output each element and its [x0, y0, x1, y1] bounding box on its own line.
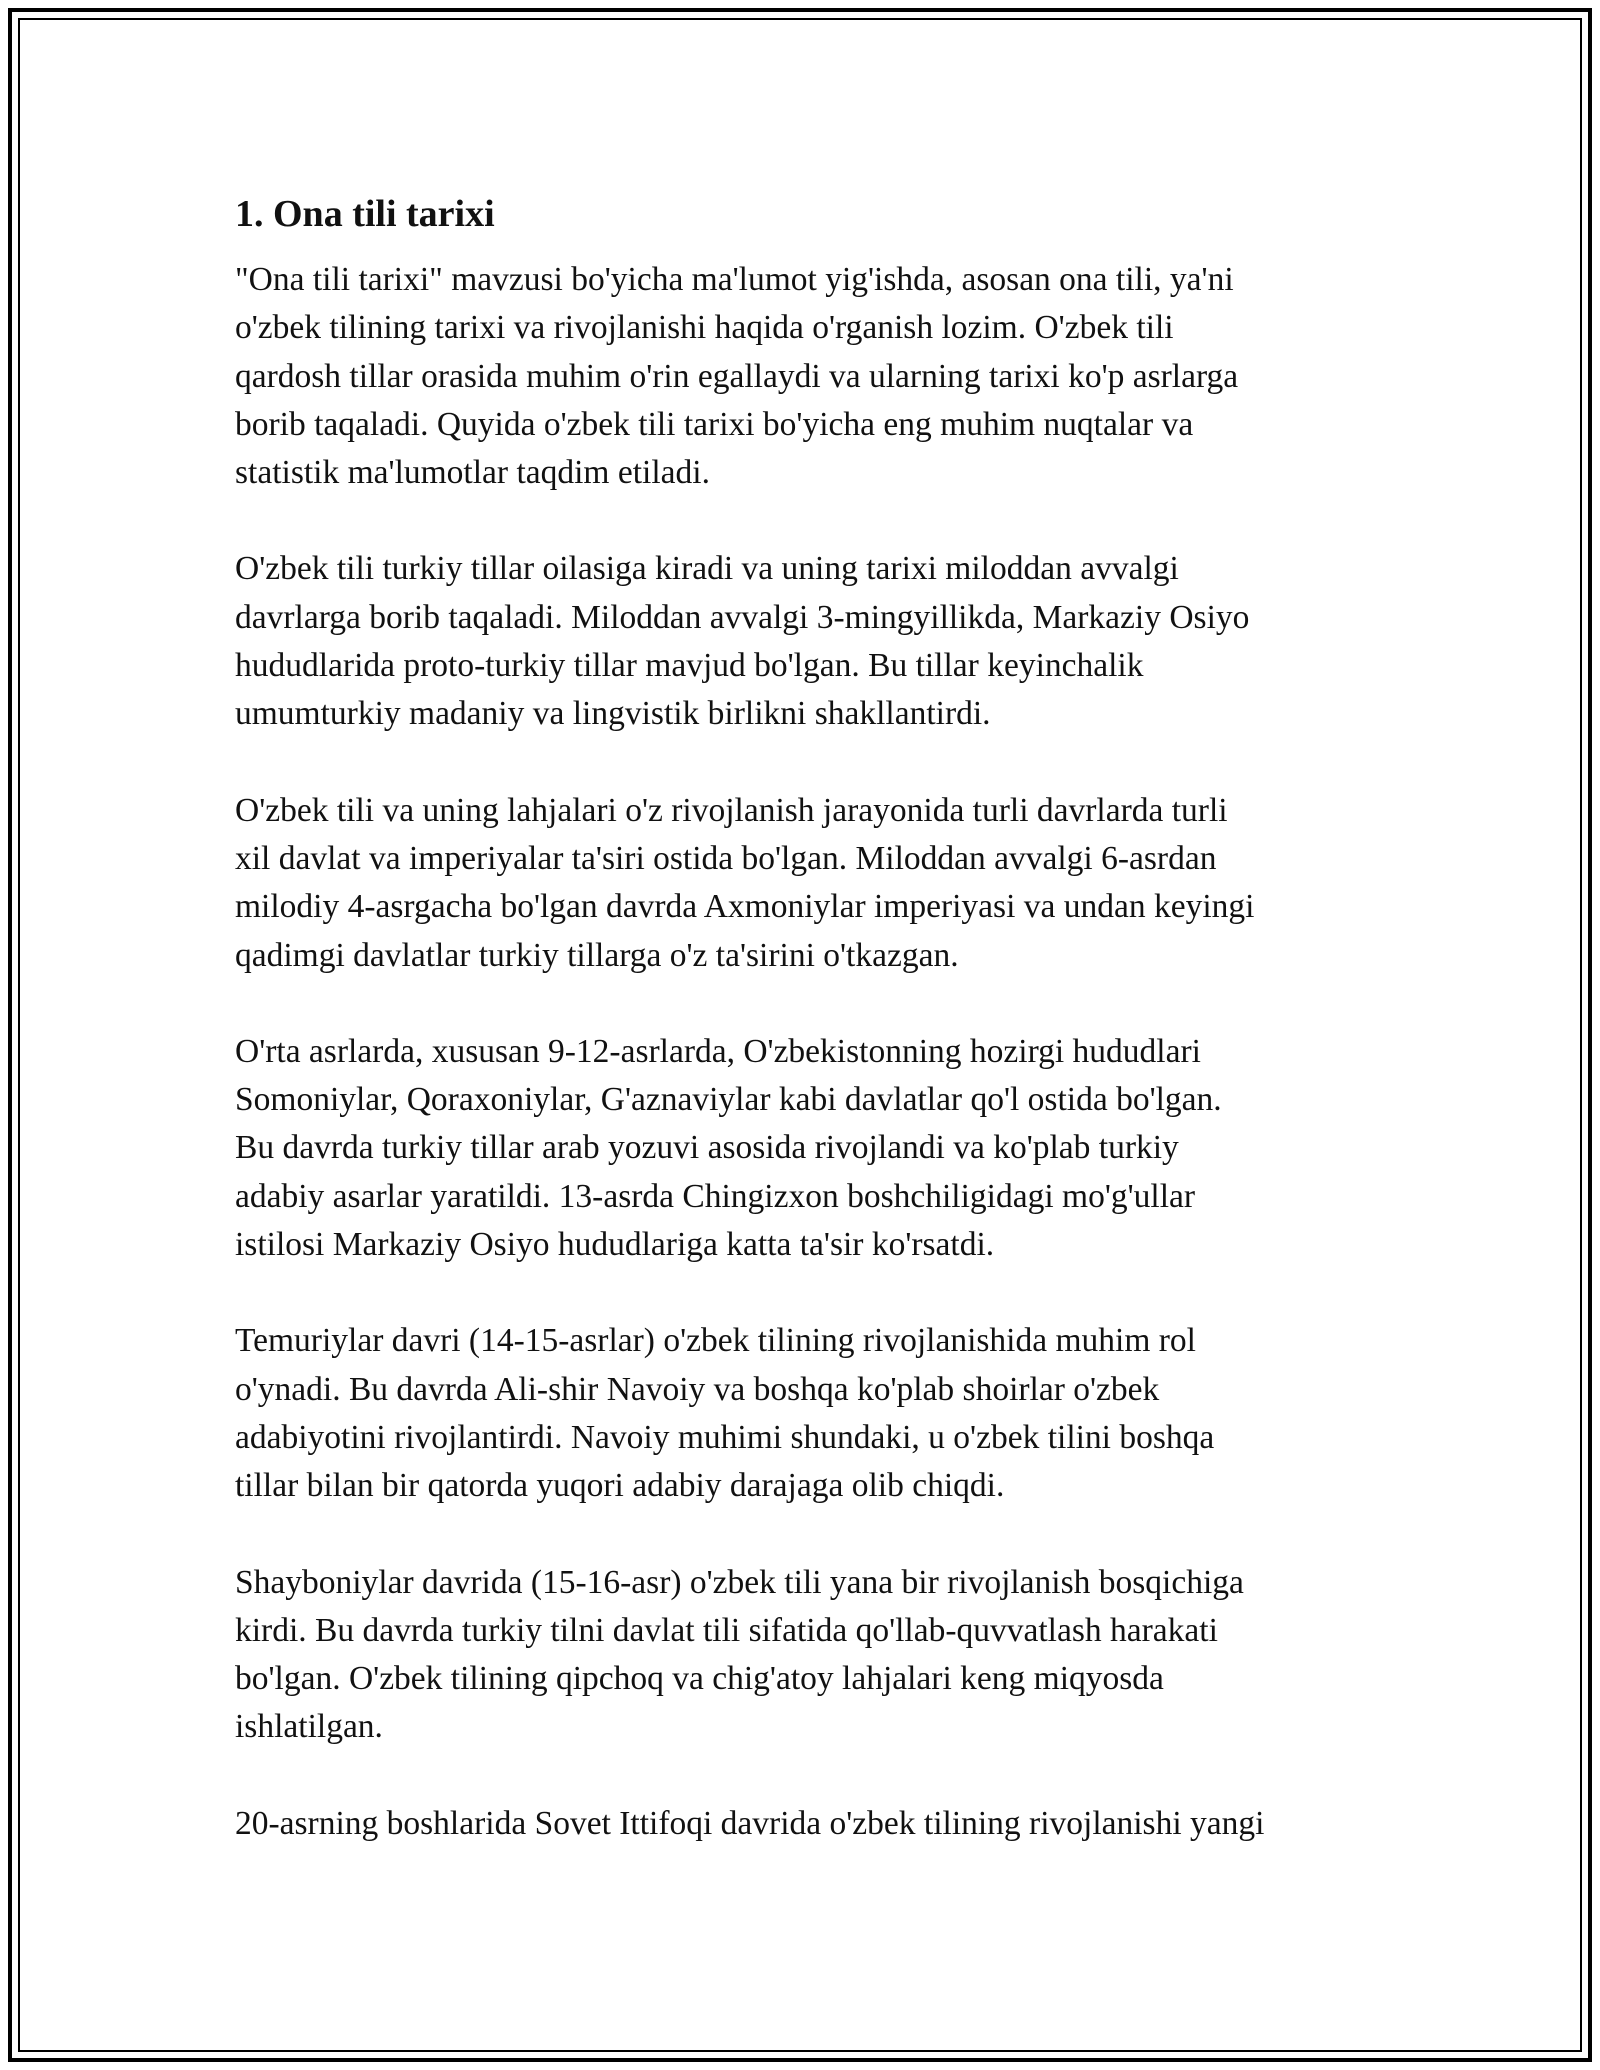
paragraph-5: [235, 1317, 1365, 1510]
text-line: borib taqaladi. Quyida o'zbek tili tarixi bo'yicha eng muhim nuqtalar va: [235, 405, 1194, 443]
text-line: o'zbek tilining tarixi va rivojlanishi haqida o'rganish lozim. O'zbek tili: [235, 309, 1174, 347]
paragraph-7: [235, 1800, 1365, 1848]
text-line: ishlatilgan.: [235, 1708, 383, 1746]
text-line: statistik ma'lumotlar taqdim etiladi.: [235, 454, 710, 492]
text-line: hududlarida proto-turkiy tillar mavjud bo'lgan. Bu tillar keyinchalik: [235, 647, 1144, 685]
paragraph-1: [235, 256, 1365, 497]
text-line: milodiy 4-asrgacha bo'lgan davrda Axmoniylar imperiyasi va undan keyingi: [235, 888, 1255, 926]
text-line: 20-asrning boshlarida Sovet Ittifoqi davrida o'zbek tilining rivojlanishi yangi: [235, 1804, 1265, 1842]
paragraph-4: [235, 1028, 1365, 1269]
text-line: O'zbek tili va uning lahjalari o'z rivojlanish jarayonida turli davrlarda turli: [235, 791, 1228, 829]
text-line: tillar bilan bir qatorda yuqori adabiy darajaga olib chiqdi.: [235, 1467, 1005, 1505]
text-line: adabiy asarlar yaratildi. 13-asrda Chingizxon boshchiligidagi mo'g'ullar: [235, 1177, 1196, 1215]
text-line: qardosh tillar orasida muhim o'rin egallaydi va ularning tarixi ko'p asrlarga: [235, 357, 1239, 395]
text-line: bo'lgan. O'zbek tilining qipchoq va chig'atoy lahjalari keng miqyosda: [235, 1660, 1164, 1698]
text-line: o'ynadi. Bu davrda Ali-shir Navoiy va boshqa ko'plab shoirlar o'zbek: [235, 1370, 1160, 1408]
paragraph-6: [235, 1559, 1365, 1752]
text-line: Shayboniylar davrida (15-16-asr) o'zbek tili yana bir rivojlanish bosqichiga: [235, 1563, 1244, 1601]
text-line: istilosi Markaziy Osiyo hududlariga katta ta'sir ko'rsatdi.: [235, 1226, 995, 1264]
text-line: Somoniylar, Qoraxoniylar, G'aznaviylar kabi davlatlar qo'l ostida bo'lgan.: [235, 1081, 1222, 1119]
paragraph-3: [235, 787, 1365, 980]
text-line: adabiyotini rivojlantirdi. Navoiy muhimi shundaki, u o'zbek tilini boshqa: [235, 1418, 1215, 1456]
document-body: [235, 188, 1365, 1896]
paragraph-2: [235, 545, 1365, 738]
text-line: xil davlat va imperiyalar ta'siri ostida bo'lgan. Miloddan avvalgi 6-asrdan: [235, 839, 1217, 877]
text-line: davrlarga borib taqaladi. Miloddan avvalgi 3-mingyillikda, Markaziy Osiyo: [235, 598, 1250, 636]
text-line: Bu davrda turkiy tillar arab yozuvi asosida rivojlandi va ko'plab turkiy: [235, 1129, 1179, 1167]
document-title: 1. Ona tili tarixi: [235, 193, 495, 235]
text-line: O'zbek tili turkiy tillar oilasiga kiradi va uning tarixi miloddan avvalgi: [235, 550, 1179, 588]
text-line: umumturkiy madaniy va lingvistik birlikni shakllantirdi.: [235, 695, 991, 733]
text-line: "Ona tili tarixi" mavzusi bo'yicha ma'lumot yig'ishda, asosan ona tili, ya'ni: [235, 261, 1234, 298]
text-line: kirdi. Bu davrda turkiy tilni davlat tili sifatida qo'llab-quvvatlash harakati: [235, 1611, 1218, 1649]
text-line: qadimgi davlatlar turkiy tillarga o'z ta'sirini o'tkazgan.: [235, 936, 959, 974]
text-line: O'rta asrlarda, xususan 9-12-asrlarda, O'zbekistonning hozirgi hududlari: [235, 1032, 1201, 1070]
text-line: Temuriylar davri (14-15-asrlar) o'zbek tilining rivojlanishida muhim rol: [235, 1322, 1196, 1360]
